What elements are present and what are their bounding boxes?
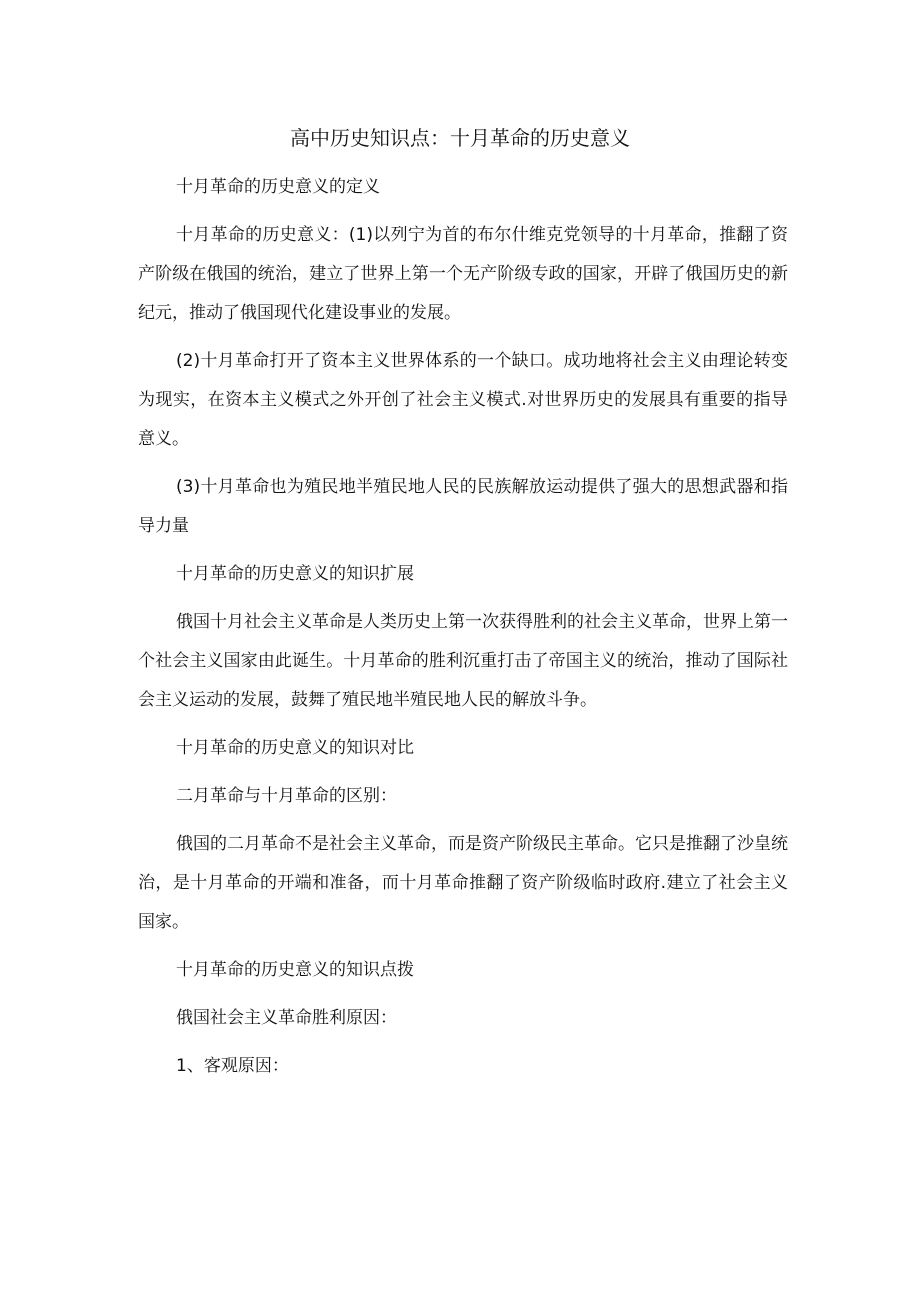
- paragraph-victory-reasons: 俄国社会主义革命胜利原因：: [176, 1008, 397, 1028]
- paragraph-objective-reasons: 1、客观原因：: [176, 1056, 289, 1076]
- document-title: 高中历史知识点：十月革命的历史意义: [290, 126, 630, 150]
- paragraph-comparison: 俄国的二月革命不是社会主义革命，而是资产阶级民主革命。它只是推翻了沙皇统治，是十月革命的开端和准备，而十月革命推翻了资产阶级临时政府.建立了社会主义国家。: [138, 834, 788, 932]
- paragraph-significance-1: 十月革命的历史意义：(1)以列宁为首的布尔什维克党领导的十月革命，推翻了资产阶级在俄国的统治，建立了世界上第一个无产阶级专政的国家，开辟了俄国历史的新纪元，推动了俄国现代化建设事业的发展。: [138, 225, 788, 323]
- heading-comparison: 十月革命的历史意义的知识对比: [176, 738, 414, 758]
- heading-definition: 十月革命的历史意义的定义: [176, 177, 380, 197]
- heading-extension: 十月革命的历史意义的知识扩展: [176, 564, 414, 584]
- paragraph-significance-2: (2)十月革命打开了资本主义世界体系的一个缺口。成功地将社会主义由理论转变为现实，在资本主义模式之外开创了社会主义模式.对世界历史的发展具有重要的指导意义。: [138, 351, 788, 449]
- paragraph-significance-3: (3)十月革命也为殖民地半殖民地人民的民族解放运动提供了强大的思想武器和指导力量: [138, 477, 788, 536]
- paragraph-extension: 俄国十月社会主义革命是人类历史上第一次获得胜利的社会主义革命，世界上第一个社会主义国家由此诞生。十月革命的胜利沉重打击了帝国主义的统治，推动了国际社会主义运动的发展，鼓舞了殖民地半殖民地人民的解放斗争。: [138, 612, 788, 710]
- document-body: [138, 168, 788, 1086]
- paragraph-comparison-intro: 二月革命与十月革命的区别：: [176, 786, 397, 806]
- heading-key-points: 十月革命的历史意义的知识点拨: [176, 960, 414, 980]
